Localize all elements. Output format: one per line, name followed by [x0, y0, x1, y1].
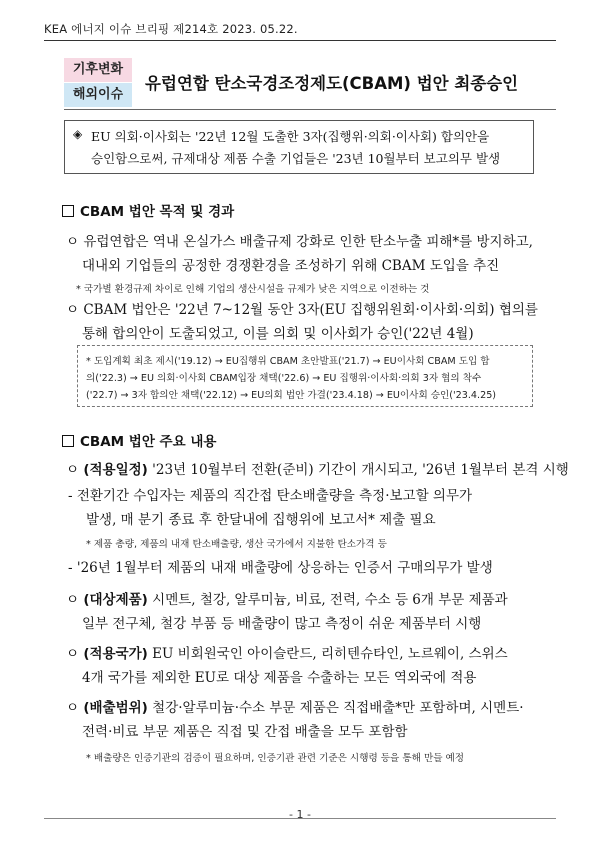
paragraph-line: 일부 전구체, 철강 부품 등 배출량이 많고 측정이 쉬운 제품부터 시행 [82, 616, 482, 632]
item-label: (대상제품) [83, 592, 148, 608]
footnote: * 국가별 환경규제 차이로 인해 기업의 생산시설을 규제가 낮은 지역으로 이전하는 것 [76, 284, 430, 295]
paragraph-line: 통해 합의안이 도출되었고, 이를 의회 및 이사회가 승인('22년 4월) [82, 326, 474, 342]
paragraph-line: ㅇ (적용국가) EU 비회원국인 아이슬란드, 리히텐슈타인, 노르웨이, 스위스 [66, 646, 508, 662]
item-text: 철강·알루미늄·수소 부문 제품은 직접배출*만 포함하며, 시멘트· [152, 700, 524, 716]
footnote: * 배출량은 인증기관의 검증이 필요하며, 인증기관 관련 기준은 시행령 등을 통해 만들 예정 [86, 753, 465, 764]
section-heading-text: CBAM 법안 목적 및 경과 [80, 204, 235, 220]
timeline-line: ('22.7) → 3자 합의안 채택('22.12) → EU의회 법안 가결('23.4.18) → EU이사회 승인('23.4.25) [86, 390, 497, 401]
paragraph-line: - 전환기간 수입자는 제품의 직간접 탄소배출량을 측정·보고할 의무가 [68, 488, 473, 504]
summary-line-2: 승인함으로써, 규제대상 제품 수출 기업들은 '23년 10월부터 보고의무 발생 [91, 151, 501, 166]
paragraph-line: ㅇ (대상제품) 시멘트, 철강, 알루미늄, 비료, 전력, 수소 등 6개 부문 제품과 [66, 592, 508, 608]
paragraph-line: ㅇ 유럽연합은 역내 온실가스 배출규제 강화로 인한 탄소누출 피해*를 방지하고, [66, 234, 533, 250]
checkbox-square-icon [62, 205, 74, 217]
tag-overseas-issue: 해외이슈 [64, 83, 132, 107]
item-text: 시멘트, 철강, 알루미늄, 비료, 전력, 수소 등 6개 부문 제품과 [152, 592, 508, 608]
page-number: - 1 - [289, 808, 311, 821]
footnote: * 제품 총량, 제품의 내재 탄소배출량, 생산 국가에서 지불한 탄소가격 등 [86, 539, 387, 550]
page-title: 유럽연합 탄소국경조정제도(CBAM) 법안 최종승인 [145, 74, 519, 93]
section-heading-text: CBAM 법안 주요 내용 [80, 434, 217, 450]
header-divider [44, 40, 556, 41]
footer-divider [44, 818, 556, 819]
diamond-bullet-icon: ◈ [73, 127, 83, 141]
briefing-header: KEA 에너지 이슈 브리핑 제214호 2023. 05.22. [44, 22, 298, 36]
paragraph-line: ㅇ (배출범위) 철강·알루미늄·수소 부문 제품은 직접배출*만 포함하며, 시멘트· [66, 700, 524, 716]
title-divider [64, 109, 556, 110]
timeline-line: * 도입계획 최초 제시('19.12) → EU집행위 CBAM 초안발표('21.7) → EU이사회 CBAM 도입 합 [86, 356, 490, 367]
item-label: (적용국가) [83, 646, 148, 662]
item-label: (적용일정) [83, 462, 148, 478]
paragraph-line: 대내외 기업들의 공정한 경쟁환경을 조성하기 위해 CBAM 도입을 추진 [82, 258, 500, 274]
checkbox-square-icon [62, 435, 74, 447]
paragraph-line: - '26년 1월부터 제품의 내재 배출량에 상응하는 인증서 구매의무가 발생 [68, 560, 493, 576]
paragraph-line: ㅇ (적용일정) '23년 10월부터 전환(준비) 기간이 개시되고, '26년 1월부터 본격 시행 [66, 462, 569, 478]
item-label: (배출범위) [83, 700, 148, 716]
timeline-line: 의('22.3) → EU 의회·이사회 CBAM입장 채택('22.6) → EU 집행위·이사회·의회 3자 협의 착수 [86, 373, 482, 384]
paragraph-line: 전력·비료 부문 제품은 직접 및 간접 배출을 모두 포함함 [82, 724, 408, 740]
paragraph-line: ㅇ CBAM 법안은 '22년 7~12월 동안 3자(EU 집행위원회·이사회·의회) 협의를 [66, 302, 538, 318]
item-text: EU 비회원국인 아이슬란드, 리히텐슈타인, 노르웨이, 스위스 [152, 646, 508, 662]
paragraph-line: 4개 국가를 제외한 EU로 대상 제품을 수출하는 모든 역외국에 적용 [82, 670, 477, 686]
paragraph-line: 발생, 매 분기 종료 후 한달내에 집행위에 보고서* 제출 필요 [86, 512, 436, 528]
section-heading-content [62, 430, 216, 450]
section-heading-purpose [62, 200, 234, 220]
item-text: '23년 10월부터 전환(준비) 기간이 개시되고, '26년 1월부터 본격 시행 [152, 462, 569, 478]
tag-climate-change: 기후변화 [64, 58, 132, 83]
category-tags [64, 58, 132, 107]
summary-line-1: EU 의회·이사회는 '22년 12월 도출한 3자(집행위·의회·이사회) 합의안을 [91, 129, 490, 144]
summary-box [64, 120, 534, 174]
timeline-box [77, 345, 533, 407]
